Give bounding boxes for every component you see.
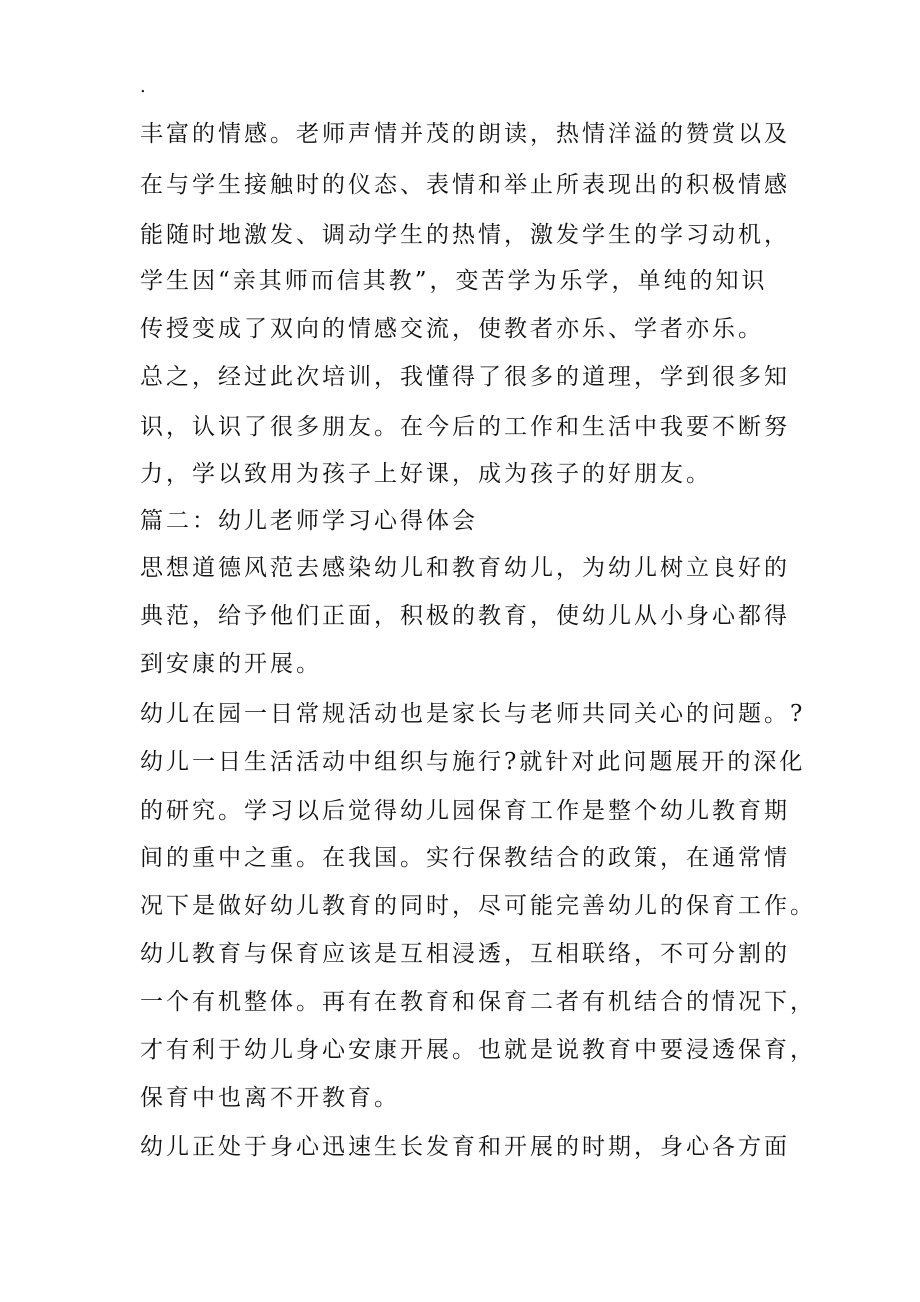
text-line: 才有利于幼儿身心安康开展。也就是说教育中要浸透保育， — [140, 1037, 816, 1063]
section-heading: 篇二：幼儿老师学习心得体会 — [140, 508, 478, 534]
text-line: 学生因“亲其师而信其教”，变苦学为乐学，单纯的知识 — [140, 268, 768, 294]
text-line: 传授变成了双向的情感交流，使教者亦乐、学者亦乐。 — [140, 316, 764, 342]
text-line: 幼儿正处于身心迅速生长发育和开展的时期，身心各方面 — [140, 1134, 790, 1160]
text-line: 的研究。学习以后觉得幼儿园保育工作是整个幼儿教育期 — [140, 798, 790, 824]
text-line: 保育中也离不开教育。 — [140, 1085, 400, 1111]
text-line: 丰富的情感。老师声情并茂的朗读，热情洋溢的赞赏以及 — [140, 121, 790, 147]
text-line: 总之，经过此次培训，我懂得了很多的道理，学到很多知 — [140, 364, 790, 390]
text-line: 幼儿在园一日常规活动也是家长与老师共同关心的问题。? — [140, 701, 806, 727]
text-line: 幼儿教育与保育应该是互相浸透，互相联络，不可分割的 — [140, 941, 790, 967]
text-line: 间的重中之重。在我国。实行保教结合的政策，在通常情 — [140, 845, 790, 871]
text-line: 识，认识了很多朋友。在今后的工作和生活中我要不断努 — [140, 414, 790, 440]
text-line: 况下是做好幼儿教育的同时，尽可能完善幼儿的保育工作。 — [140, 893, 816, 919]
text-line: 力，学以致用为孩子上好课，成为孩子的好朋友。 — [140, 461, 712, 487]
header-mark: . — [140, 76, 146, 97]
text-line: 一个有机整体。再有在教育和保育二者有机结合的情况下， — [140, 989, 816, 1015]
text-line: 在与学生接触时的仪态、表情和举止所表现出的积极情感 — [140, 172, 790, 198]
text-line: 能随时地激发、调动学生的热情，激发学生的学习动机， — [140, 222, 790, 248]
text-line: 到安康的开展。 — [140, 651, 322, 677]
text-line: 思想道德风范去感染幼儿和教育幼儿，为幼儿树立良好的 — [140, 555, 790, 581]
text-line: 典范，给予他们正面，积极的教育，使幼儿从小身心都得 — [140, 603, 790, 629]
text-line: 幼儿一日生活活动中组织与施行?就针对此问题展开的深化 — [140, 749, 806, 775]
